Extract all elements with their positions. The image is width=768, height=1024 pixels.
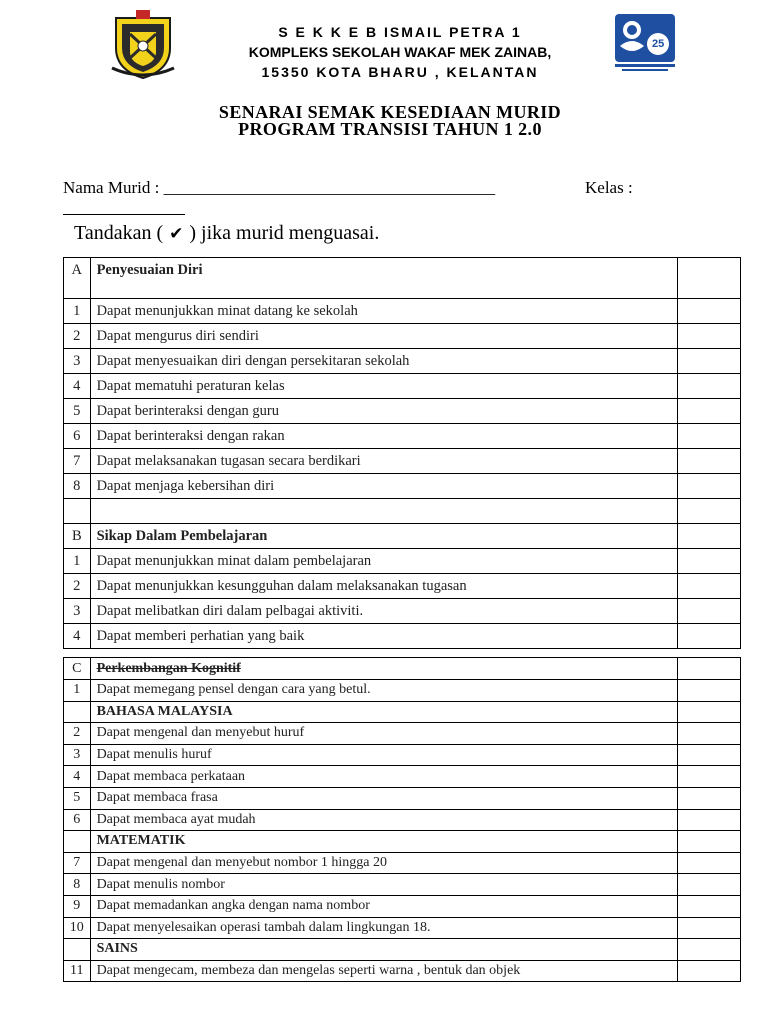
checkbox-cell[interactable] bbox=[678, 766, 741, 788]
student-name-field[interactable] bbox=[63, 178, 495, 198]
checklist-row bbox=[64, 680, 741, 702]
item-number bbox=[64, 831, 91, 853]
item-number: 7 bbox=[64, 449, 91, 474]
spacer-row bbox=[64, 499, 741, 524]
section-letter: A bbox=[64, 258, 91, 299]
school-address-line1: KOMPLEKS SEKOLAH WAKAF MEK ZAINAB, bbox=[248, 44, 552, 60]
checklist-row bbox=[64, 449, 741, 474]
instruction-after: ) jika murid menguasai. bbox=[189, 222, 380, 244]
checkbox-cell[interactable] bbox=[678, 258, 741, 299]
instruction-text bbox=[74, 222, 379, 245]
school-crest-logo bbox=[108, 8, 178, 80]
item-text: Dapat menunjukkan minat dalam pembelajaran bbox=[90, 549, 678, 574]
item-text: Dapat menulis nombor bbox=[90, 874, 678, 896]
checkbox-cell[interactable] bbox=[678, 549, 741, 574]
class-field-blank[interactable] bbox=[63, 214, 185, 215]
item-text: Dapat menyesuaikan diri dengan persekitaran sekolah bbox=[90, 349, 678, 374]
item-number: 4 bbox=[64, 624, 91, 649]
item-text: Dapat membaca ayat mudah bbox=[90, 809, 678, 831]
instruction-before: Tandakan ( bbox=[74, 222, 164, 244]
checkbox-cell[interactable] bbox=[678, 399, 741, 424]
item-text: Dapat membaca frasa bbox=[90, 787, 678, 809]
item-number: 8 bbox=[64, 474, 91, 499]
school-header bbox=[200, 22, 600, 82]
checklist-row bbox=[64, 744, 741, 766]
item-text: Dapat menulis huruf bbox=[90, 744, 678, 766]
item-number: 6 bbox=[64, 809, 91, 831]
checkbox-cell[interactable] bbox=[678, 874, 741, 896]
item-number: 11 bbox=[64, 960, 91, 982]
checklist-row bbox=[64, 474, 741, 499]
checklist-row bbox=[64, 574, 741, 599]
subheading-row bbox=[64, 701, 741, 723]
subject-heading: BAHASA MALAYSIA bbox=[90, 701, 678, 723]
item-number: 10 bbox=[64, 917, 91, 939]
student-name-blank: _______________________________________ bbox=[163, 178, 496, 197]
item-text: Dapat mengenal dan menyebut nombor 1 hingga 20 bbox=[90, 852, 678, 874]
checklist-row bbox=[64, 874, 741, 896]
item-text: Dapat melaksanakan tugasan secara berdikari bbox=[90, 449, 678, 474]
section-letter: C bbox=[64, 658, 91, 680]
checklist-row bbox=[64, 809, 741, 831]
checkbox-cell[interactable] bbox=[678, 299, 741, 324]
checkbox-cell[interactable] bbox=[678, 324, 741, 349]
item-number: 1 bbox=[64, 680, 91, 702]
section-title: Penyesuaian Diri bbox=[90, 258, 678, 299]
checkbox-cell[interactable] bbox=[678, 744, 741, 766]
section-a-table bbox=[63, 257, 741, 649]
title-line1: SENARAI SEMAK KESEDIAAN MURID bbox=[218, 102, 562, 122]
section-title: Perkembangan Kognitif bbox=[90, 658, 678, 680]
checklist-row bbox=[64, 599, 741, 624]
item-number: 1 bbox=[64, 299, 91, 324]
checkbox-cell[interactable] bbox=[678, 349, 741, 374]
school-address-line2: 15350 KOTA BHARU , KELANTAN bbox=[261, 64, 539, 80]
item-number: 3 bbox=[64, 744, 91, 766]
checklist-row bbox=[64, 399, 741, 424]
item-text: Dapat menunjukkan kesungguhan dalam melaksanakan tugasan bbox=[90, 574, 678, 599]
checkbox-cell[interactable] bbox=[678, 424, 741, 449]
item-text: Dapat mengurus diri sendiri bbox=[90, 324, 678, 349]
checklist-row bbox=[64, 766, 741, 788]
checkbox-cell[interactable] bbox=[678, 960, 741, 982]
checklist-row bbox=[64, 349, 741, 374]
checklist-row bbox=[64, 624, 741, 649]
section-a-header-row bbox=[64, 258, 741, 299]
item-text: Dapat memegang pensel dengan cara yang betul. bbox=[90, 680, 678, 702]
checkbox-cell[interactable] bbox=[678, 474, 741, 499]
checkbox-cell[interactable] bbox=[678, 524, 741, 549]
checkbox-cell[interactable] bbox=[678, 449, 741, 474]
item-number: 9 bbox=[64, 895, 91, 917]
item-number bbox=[64, 939, 91, 961]
item-number: 4 bbox=[64, 374, 91, 399]
checklist-row bbox=[64, 299, 741, 324]
item-text: Dapat melibatkan diri dalam pelbagai aktiviti. bbox=[90, 599, 678, 624]
checklist-row bbox=[64, 549, 741, 574]
checkbox-cell[interactable] bbox=[678, 680, 741, 702]
checkbox-cell[interactable] bbox=[678, 624, 741, 649]
checklist-row bbox=[64, 374, 741, 399]
subheading-row bbox=[64, 831, 741, 853]
item-number: 3 bbox=[64, 599, 91, 624]
item-number: 6 bbox=[64, 424, 91, 449]
checklist-row bbox=[64, 324, 741, 349]
class-field-label: Kelas : bbox=[585, 178, 633, 197]
item-number: 4 bbox=[64, 766, 91, 788]
item-text: Dapat mematuhi peraturan kelas bbox=[90, 374, 678, 399]
checkbox-cell[interactable] bbox=[678, 374, 741, 399]
subject-heading: SAINS bbox=[90, 939, 678, 961]
section-letter: B bbox=[64, 524, 91, 549]
item-text: Dapat membaca perkataan bbox=[90, 766, 678, 788]
checkbox-cell[interactable] bbox=[678, 599, 741, 624]
item-text: Dapat berinteraksi dengan rakan bbox=[90, 424, 678, 449]
checklist-row bbox=[64, 895, 741, 917]
item-number: 5 bbox=[64, 399, 91, 424]
item-text: Dapat memberi perhatian yang baik bbox=[90, 624, 678, 649]
student-name-label: Nama Murid : bbox=[63, 178, 164, 197]
subheading-row bbox=[64, 939, 741, 961]
checkbox-cell[interactable] bbox=[678, 895, 741, 917]
checkbox-cell[interactable] bbox=[678, 658, 741, 680]
item-text: Dapat memadankan angka dengan nama nombor bbox=[90, 895, 678, 917]
item-text: Dapat menyelesaikan operasi tambah dalam lingkungan 18. bbox=[90, 917, 678, 939]
checkbox-cell[interactable] bbox=[678, 787, 741, 809]
checkbox-cell[interactable] bbox=[678, 574, 741, 599]
item-number: 5 bbox=[64, 787, 91, 809]
school-name: S E K K E B ISMAIL PETRA 1 bbox=[278, 24, 522, 40]
item-text: Dapat menjaga kebersihan diri bbox=[90, 474, 678, 499]
document-title bbox=[120, 104, 660, 138]
checklist-row bbox=[64, 424, 741, 449]
checkbox-cell[interactable] bbox=[678, 917, 741, 939]
checkbox-cell bbox=[678, 831, 741, 853]
item-number bbox=[64, 701, 91, 723]
item-text: Dapat berinteraksi dengan guru bbox=[90, 399, 678, 424]
checklist-row bbox=[64, 787, 741, 809]
checkmark-icon: ✔ bbox=[169, 224, 184, 244]
item-number: 8 bbox=[64, 874, 91, 896]
checklist-row bbox=[64, 852, 741, 874]
checklist-row bbox=[64, 917, 741, 939]
checkbox-cell[interactable] bbox=[678, 723, 741, 745]
title-line2: PROGRAM TRANSISI TAHUN 1 2.0 bbox=[238, 119, 542, 139]
item-number: 3 bbox=[64, 349, 91, 374]
item-text: Dapat mengecam, membeza dan mengelas seperti warna , bentuk dan objek bbox=[90, 960, 678, 982]
section-b-header-row bbox=[64, 524, 741, 549]
item-number: 1 bbox=[64, 549, 91, 574]
checkbox-cell bbox=[678, 701, 741, 723]
subject-heading: MATEMATIK bbox=[90, 831, 678, 853]
checkbox-cell[interactable] bbox=[678, 809, 741, 831]
section-title: Sikap Dalam Pembelajaran bbox=[90, 524, 678, 549]
checklist-row bbox=[64, 723, 741, 745]
ministry-logo bbox=[612, 12, 678, 74]
checkbox-cell bbox=[678, 939, 741, 961]
item-number: 2 bbox=[64, 324, 91, 349]
section-c-header-row bbox=[64, 658, 741, 680]
checkbox-cell[interactable] bbox=[678, 852, 741, 874]
item-number: 2 bbox=[64, 723, 91, 745]
item-text: Dapat mengenal dan menyebut huruf bbox=[90, 723, 678, 745]
item-number: 2 bbox=[64, 574, 91, 599]
logo-number: 25 bbox=[652, 38, 665, 50]
section-c-table bbox=[63, 657, 741, 982]
checklist-row bbox=[64, 960, 741, 982]
item-number: 7 bbox=[64, 852, 91, 874]
item-text: Dapat menunjukkan minat datang ke sekolah bbox=[90, 299, 678, 324]
